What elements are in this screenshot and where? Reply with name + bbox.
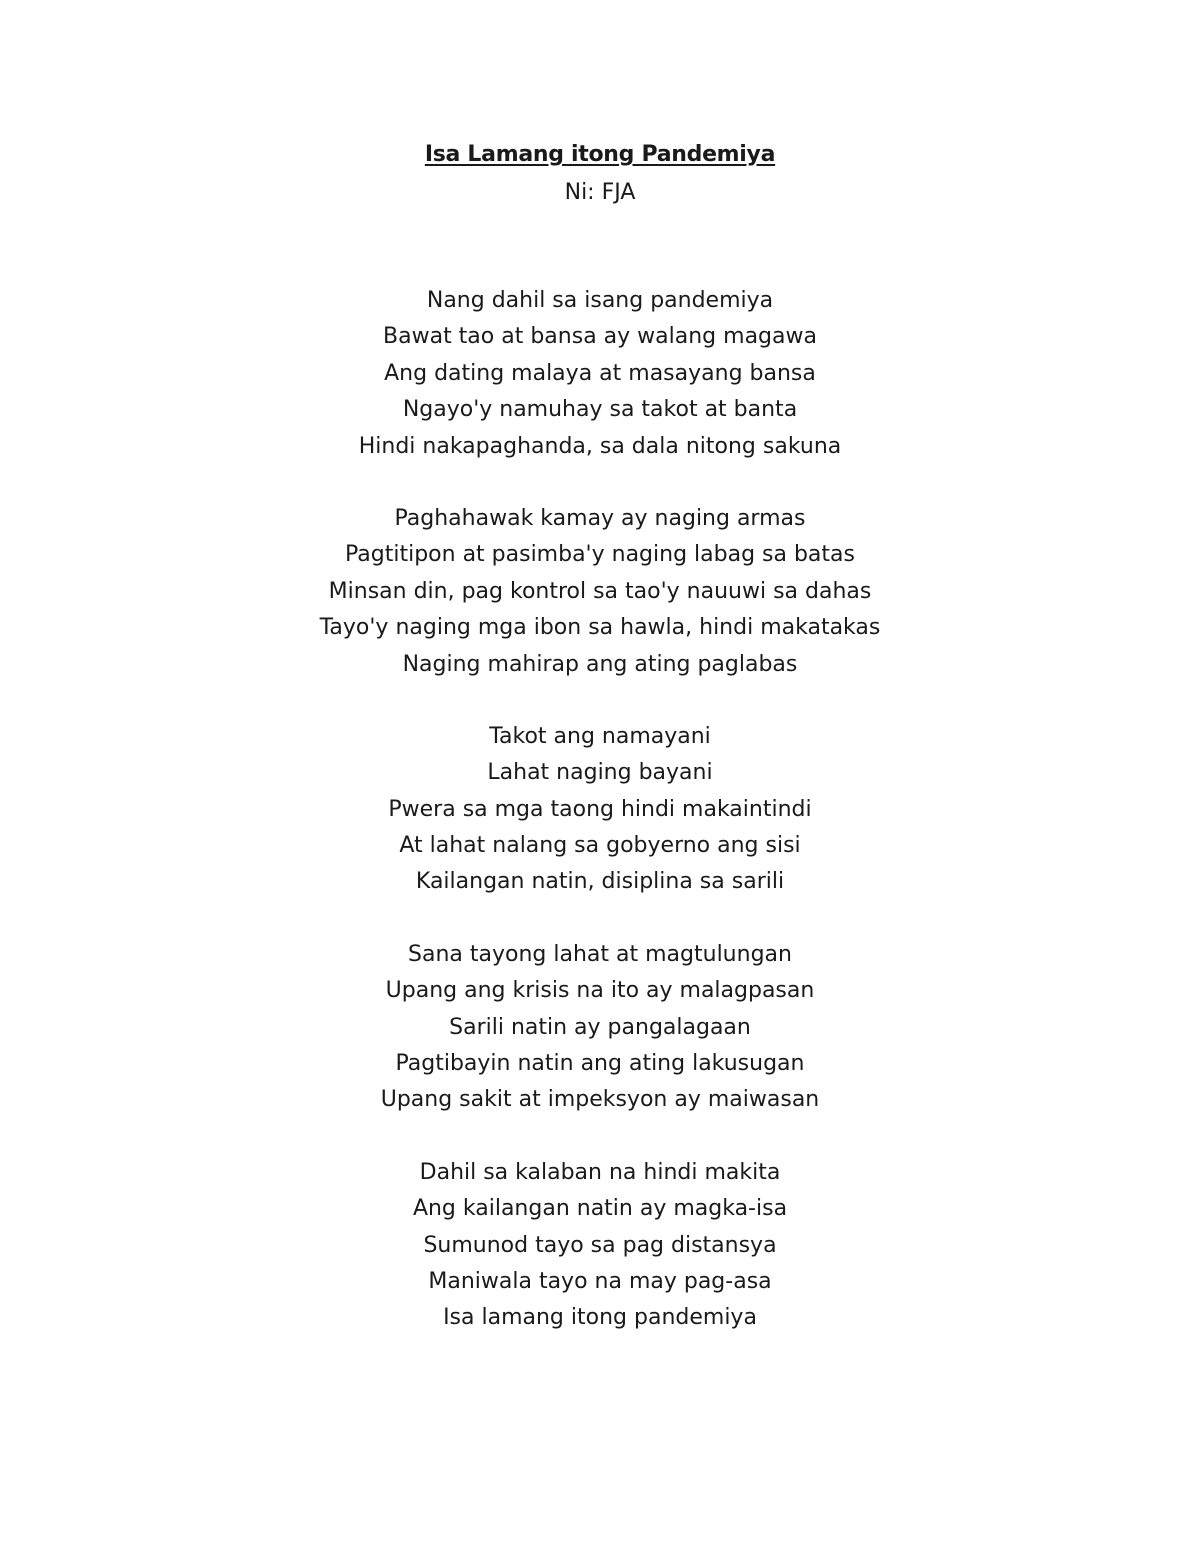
poem-line: Sumunod tayo sa pag distansya — [423, 1232, 777, 1258]
poem-line: Hindi nakapaghanda, sa dala nitong sakuna — [358, 433, 842, 459]
poem-line: Nang dahil sa isang pandemiya — [426, 288, 774, 313]
poem-line: Ngayo'y namuhay sa takot at banta — [402, 397, 798, 423]
poem-line: Sarili natin ay pangalagaan — [449, 1014, 751, 1040]
poem-line: Pagtitipon at pasimba'y naging labag sa batas — [345, 542, 855, 568]
poem-line: Sana tayong lahat at magtulungan — [408, 941, 792, 967]
poem-line: Tayo'y naging mga ibon sa hawla, hindi makatakas — [319, 615, 881, 641]
stanza — [0, 283, 1200, 465]
poem-line: Dahil sa kalaban na hindi makita — [419, 1159, 781, 1185]
poem-line: Maniwala tayo na may pag-asa — [428, 1268, 772, 1294]
poem-author: Ni: FJA — [564, 180, 636, 205]
poem-line: Upang sakit at impeksyon ay maiwasan — [380, 1087, 820, 1113]
poem-body — [0, 283, 1200, 1373]
poem-line: Ang dating malaya at masayang bansa — [384, 360, 816, 386]
stanza — [0, 937, 1200, 1119]
poem-line: Isa lamang itong pandemiya — [443, 1305, 757, 1331]
poem-line: Lahat naging bayani — [487, 760, 713, 786]
poem-line: Paghahawak kamay ay naging armas — [394, 505, 806, 531]
poem-line: Pwera sa mga taong hindi makaintindi — [388, 796, 812, 822]
poem-line: Bawat tao at bansa ay walang magawa — [383, 324, 817, 350]
poem-line: Ang kailangan natin ay magka-isa — [412, 1196, 788, 1222]
poem-line: Naging mahirap ang ating paglabas — [402, 651, 798, 677]
poem-line: Kailangan natin, disiplina sa sarili — [415, 869, 785, 895]
stanza — [0, 719, 1200, 901]
stanza — [0, 1155, 1200, 1337]
poem-title: Isa Lamang itong Pandemiya — [424, 142, 776, 167]
poem-line: Pagtibayin natin ang ating lakusugan — [395, 1051, 805, 1077]
poem-line: Minsan din, pag kontrol sa tao'y nauuwi sa dahas — [328, 578, 872, 604]
poem-line: At lahat nalang sa gobyerno ang sisi — [399, 833, 801, 859]
poem-line: Takot ang namayani — [489, 723, 711, 749]
poem-line: Upang ang krisis na ito ay malagpasan — [385, 978, 815, 1004]
stanza — [0, 501, 1200, 683]
